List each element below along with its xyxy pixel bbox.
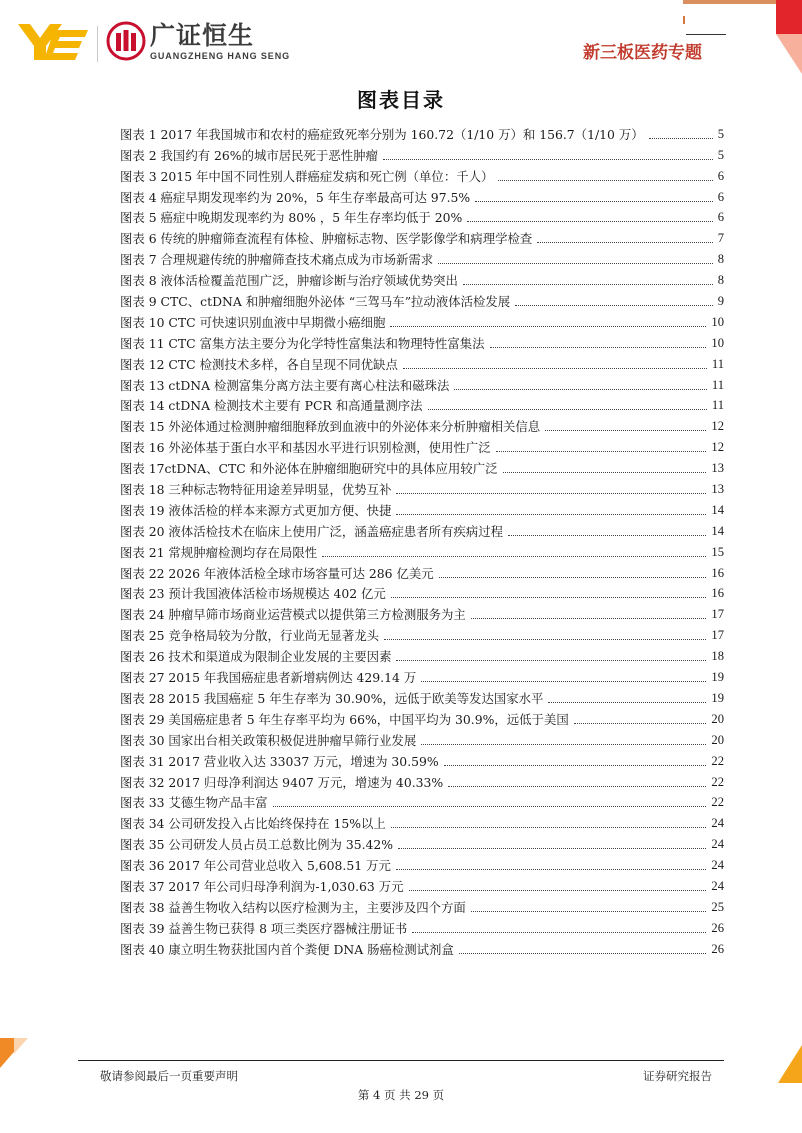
- toc-entry[interactable]: [120, 434, 724, 455]
- toc-entry-page: 22: [711, 774, 724, 789]
- toc-dot-leader: [384, 638, 706, 640]
- toc-entry-page: 15: [711, 544, 724, 559]
- corner-red-band: [776, 0, 802, 34]
- toc-dot-leader: [515, 304, 713, 306]
- toc-entry[interactable]: [120, 894, 724, 915]
- toc-entry-page: 24: [711, 816, 724, 831]
- toc-entry-label: 图表 12 CTC 检测技术多样，各自呈现不同优缺点: [120, 356, 398, 372]
- toc-entry[interactable]: [120, 205, 724, 226]
- page-title: 图表目录: [357, 88, 445, 112]
- toc-entry[interactable]: [120, 873, 724, 894]
- toc-dot-leader: [475, 200, 713, 202]
- toc-entry[interactable]: [120, 790, 724, 811]
- toc-entry-label: 图表 15 外泌体通过检测肿瘤细胞释放到血液中的外泌体来分析肿瘤相关信息: [120, 419, 541, 435]
- toc-dot-leader: [390, 325, 706, 327]
- toc-entry[interactable]: [120, 936, 724, 957]
- toc-dot-leader: [649, 137, 713, 139]
- toc-entry-label: 图表 17ctDNA、CTC 和外泌体在肿瘤细胞研究中的具体应用较广泛: [120, 461, 498, 477]
- toc-entry-label: 图表 28 2015 我国癌症 5 年生存率为 30.90%，远低于欧美等发达国家水平: [120, 690, 544, 706]
- toc-entry-page: 20: [711, 732, 724, 747]
- toc-entry-label: 图表 32 2017 归母净利润达 9407 万元，增速为 40.33%: [120, 774, 444, 790]
- toc-entry-label: 图表 22 2026 年液体活检全球市场容量可达 286 亿美元: [120, 565, 434, 581]
- toc-entry[interactable]: [120, 455, 724, 476]
- toc-entry-page: 14: [711, 523, 724, 538]
- toc-entry-label: 图表 30 国家出台相关政策积极促进肿瘤早筛行业发展: [120, 732, 417, 748]
- toc-entry-label: 图表 6 传统的肿瘤筛查流程有体检、肿瘤标志物、医学影像学和病理学检查: [120, 231, 533, 247]
- toc-dot-leader: [498, 179, 712, 181]
- toc-entry[interactable]: [120, 476, 724, 497]
- toc-dot-leader: [383, 158, 713, 160]
- toc-dot-leader: [428, 408, 707, 410]
- toc-entry[interactable]: [120, 497, 724, 518]
- toc-entry-label: 图表 8 液体活检覆盖范围广泛，肿瘤诊断与治疗领域优势突出: [120, 273, 458, 289]
- toc-entry[interactable]: [120, 539, 724, 560]
- toc-dot-leader: [409, 889, 707, 891]
- toc-entry[interactable]: [120, 560, 724, 581]
- toc-entry[interactable]: [120, 121, 724, 142]
- toc-entry[interactable]: [120, 393, 724, 414]
- toc-entry-page: 8: [717, 273, 724, 288]
- toc-entry-page: 12: [711, 419, 724, 434]
- toc-entry-label: 图表 24 肿瘤早筛市场商业运营模式以提供第三方检测服务为主: [120, 607, 466, 623]
- toc-entry[interactable]: [120, 915, 724, 936]
- brand-name-en: GUANGZHENG HANG SENG: [150, 51, 291, 61]
- toc-entry[interactable]: [120, 852, 724, 873]
- toc-entry-page: 6: [717, 168, 724, 183]
- toc-entry-page: 6: [717, 189, 724, 204]
- toc-entry-page: 16: [711, 586, 724, 601]
- toc-dot-leader: [471, 910, 707, 912]
- toc-dot-leader: [548, 701, 706, 703]
- top-accent-tick: [683, 16, 685, 24]
- toc-entry-page: 24: [711, 837, 724, 852]
- toc-entry-label: 图表 13 ctDNA 检测富集分离方法主要有离心柱法和磁珠法: [120, 377, 450, 393]
- toc-entry-page: 11: [711, 398, 724, 413]
- toc-entry-label: 图表 7 合理规避传统的肿瘤筛查技术痛点成为市场新需求: [120, 252, 434, 268]
- toc-entry-label: 图表 23 预计我国液体活检市场规模达 402 亿元: [120, 586, 386, 602]
- toc-entry-page: 9: [717, 294, 724, 309]
- toc-entry-label: 图表 40 康立明生物获批国内首个粪便 DNA 肠癌检测试剂盒: [120, 941, 454, 957]
- toc-dot-leader: [490, 346, 707, 348]
- toc-entry[interactable]: [120, 309, 724, 330]
- toc-dot-leader: [412, 931, 706, 933]
- toc-entry[interactable]: [120, 748, 724, 769]
- toc-dot-leader: [545, 429, 706, 431]
- toc-entry[interactable]: [120, 351, 724, 372]
- toc-entry[interactable]: [120, 246, 724, 267]
- toc-entry-label: 图表 19 液体活检的样本来源方式更加方便、快捷: [120, 502, 392, 518]
- brand-name-cn: 广证恒生: [150, 22, 255, 50]
- toc-entry[interactable]: [120, 184, 724, 205]
- toc-entry-label: 图表 18 三种标志物特征用途差异明显，优势互补: [120, 482, 392, 498]
- corner-decoration-right: [778, 1045, 802, 1083]
- toc-entry-page: 24: [711, 878, 724, 893]
- toc-entry[interactable]: [120, 831, 724, 852]
- toc-dot-leader: [421, 743, 706, 745]
- toc-dot-leader: [444, 764, 707, 766]
- figure-index-list: [120, 121, 724, 957]
- toc-dot-leader: [438, 262, 713, 264]
- toc-entry[interactable]: [120, 810, 724, 831]
- toc-entry-label: 图表 21 常规肿瘤检测均存在局限性: [120, 544, 318, 560]
- toc-entry[interactable]: [120, 267, 724, 288]
- toc-dot-leader: [439, 576, 707, 578]
- toc-entry[interactable]: [120, 225, 724, 246]
- toc-dot-leader: [391, 596, 707, 598]
- toc-dot-leader: [463, 283, 713, 285]
- toc-dot-leader: [574, 722, 707, 724]
- toc-entry-label: 图表 37 2017 年公司归母净利润为-1,030.63 万元: [120, 878, 404, 894]
- toc-entry[interactable]: [120, 664, 724, 685]
- toc-entry-page: 13: [711, 482, 724, 497]
- toc-dot-leader: [396, 513, 706, 515]
- toc-entry-label: 图表 3 2015 年中国不同性别人群癌症发病和死亡例（单位：千人）: [120, 168, 494, 184]
- toc-entry-page: 17: [711, 628, 724, 643]
- toc-entry-label: 图表 29 美国癌症患者 5 年生存率平均为 66%，中国平均为 30.9%，远低于美国: [120, 711, 569, 727]
- toc-entry[interactable]: [120, 330, 724, 351]
- toc-entry-label: 图表 11 CTC 富集方法主要分为化学特性富集法和物理特性富集法: [120, 335, 485, 351]
- toc-entry-page: 6: [717, 210, 724, 225]
- toc-entry-label: 图表 34 公司研发投入占比始终保持在 15%以上: [120, 816, 386, 832]
- toc-entry-label: 图表 20 液体活检技术在临床上使用广泛，涵盖癌症患者所有疾病过程: [120, 523, 503, 539]
- toc-entry-label: 图表 36 2017 年公司营业总收入 5,608.51 万元: [120, 858, 391, 874]
- toc-entry[interactable]: [120, 706, 724, 727]
- toc-entry-page: 17: [711, 607, 724, 622]
- toc-dot-leader: [467, 220, 712, 222]
- toc-entry-label: 图表 31 2017 营业收入达 33037 万元，增速为 30.59%: [120, 753, 439, 769]
- footer-disclaimer: 敬请参阅最后一页重要声明: [100, 1069, 238, 1083]
- toc-entry-label: 图表 26 技术和渠道成为限制企业发展的主要因素: [120, 649, 392, 665]
- toc-entry-label: 图表 39 益善生物已获得 8 项三类医疗器械注册证书: [120, 920, 408, 936]
- toc-entry-page: 7: [717, 231, 724, 246]
- toc-entry-page: 19: [711, 690, 724, 705]
- toc-entry-label: 图表 2 我国约有 26%的城市居民死于恶性肿瘤: [120, 147, 378, 163]
- toc-entry-page: 10: [711, 314, 724, 329]
- toc-dot-leader: [459, 952, 707, 954]
- toc-dot-leader: [454, 388, 706, 390]
- toc-entry-page: 26: [711, 941, 724, 956]
- toc-dot-leader: [391, 826, 707, 828]
- toc-dot-leader: [396, 492, 706, 494]
- toc-entry-page: 24: [711, 858, 724, 873]
- toc-entry-label: 图表 1 2017 年我国城市和农村的癌症致死率分别为 160.72（1/10 万）和 156.7（1/10 万）: [120, 126, 644, 142]
- toc-entry[interactable]: [120, 581, 724, 602]
- toc-entry-page: 22: [711, 753, 724, 768]
- toc-entry-page: 11: [711, 377, 724, 392]
- toc-dot-leader: [322, 555, 706, 557]
- page-header: [0, 0, 802, 80]
- toc-dot-leader: [508, 534, 706, 536]
- toc-entry-label: 图表 10 CTC 可快速识别血液中早期微小癌细胞: [120, 314, 386, 330]
- toc-entry-page: 16: [711, 565, 724, 580]
- toc-dot-leader: [273, 805, 707, 807]
- toc-dot-leader: [396, 659, 706, 661]
- toc-entry[interactable]: [120, 413, 724, 434]
- toc-dot-leader: [448, 785, 706, 787]
- corner-decoration-left-inner: [14, 1038, 28, 1054]
- toc-entry-label: 图表 16 外泌体基于蛋白水平和基因水平进行识别检测，使用性广泛: [120, 440, 491, 456]
- logo-divider: [97, 26, 98, 62]
- toc-entry-label: 图表 33 艾德生物产品丰富: [120, 795, 268, 811]
- toc-dot-leader: [537, 241, 712, 243]
- toc-entry-label: 图表 27 2015 年我国癌症患者新增病例达 429.14 万: [120, 670, 417, 686]
- toc-entry-page: 14: [711, 502, 724, 517]
- toc-dot-leader: [471, 617, 707, 619]
- report-title: 新三板医药专题: [583, 43, 702, 63]
- toc-entry-label: 图表 5 癌症中晚期发现率约为 80% ，5 年生存率均低于 20%: [120, 210, 463, 226]
- toc-entry-label: 图表 9 CTC、ctDNA 和肿瘤细胞外泌体 “三驾马车”拉动液体活检发展: [120, 294, 511, 310]
- page-number: 第 4 页 共 29 页: [357, 1088, 445, 1102]
- corner-red-triangle: [776, 34, 802, 74]
- toc-entry[interactable]: [120, 643, 724, 664]
- toc-entry-page: 25: [711, 899, 724, 914]
- toc-entry[interactable]: [120, 142, 724, 163]
- toc-entry-page: 19: [711, 670, 724, 685]
- toc-entry[interactable]: [120, 372, 724, 393]
- toc-dot-leader: [503, 471, 707, 473]
- toc-dot-leader: [403, 367, 707, 369]
- toc-entry[interactable]: [120, 769, 724, 790]
- toc-entry-label: 图表 14 ctDNA 检测技术主要有 PCR 和高通量测序法: [120, 398, 423, 414]
- gzhs-seal-icon: [106, 21, 146, 61]
- toc-dot-leader: [396, 868, 707, 870]
- toc-dot-leader: [496, 450, 707, 452]
- footer-report-type: 证券研究报告: [643, 1069, 712, 1083]
- toc-entry[interactable]: [120, 601, 724, 622]
- toc-entry-page: 5: [717, 147, 724, 162]
- toc-entry-page: 11: [711, 356, 724, 371]
- footer-rule: [78, 1060, 724, 1061]
- toc-entry-label: 图表 4 癌症早期发现率约为 20%，5 年生存率最高可达 97.5%: [120, 189, 471, 205]
- toc-entry-page: 12: [711, 440, 724, 455]
- toc-entry-label: 图表 38 益善生物收入结构以医疗检测为主，主要涉及四个方面: [120, 899, 466, 915]
- toc-entry[interactable]: [120, 163, 724, 184]
- toc-entry-page: 26: [711, 920, 724, 935]
- toc-entry-page: 5: [717, 126, 724, 141]
- toc-entry-label: 图表 35 公司研发人员占员工总数比例为 35.42%: [120, 837, 394, 853]
- toc-entry[interactable]: [120, 288, 724, 309]
- header-rule: [686, 34, 726, 35]
- toc-entry-page: 22: [711, 795, 724, 810]
- toc-entry[interactable]: [120, 518, 724, 539]
- toc-entry-page: 10: [711, 335, 724, 350]
- toc-entry-page: 13: [711, 461, 724, 476]
- toc-entry-label: 图表 25 竞争格局较为分散，行业尚无显著龙头: [120, 628, 380, 644]
- toc-entry[interactable]: [120, 685, 724, 706]
- toc-dot-leader: [421, 680, 706, 682]
- toc-dot-leader: [398, 847, 706, 849]
- toc-entry-page: 8: [717, 252, 724, 267]
- toc-entry[interactable]: [120, 622, 724, 643]
- toc-entry[interactable]: [120, 727, 724, 748]
- toc-entry-page: 18: [711, 649, 724, 664]
- toc-entry-page: 20: [711, 711, 724, 726]
- ye-logo-icon: [18, 20, 88, 62]
